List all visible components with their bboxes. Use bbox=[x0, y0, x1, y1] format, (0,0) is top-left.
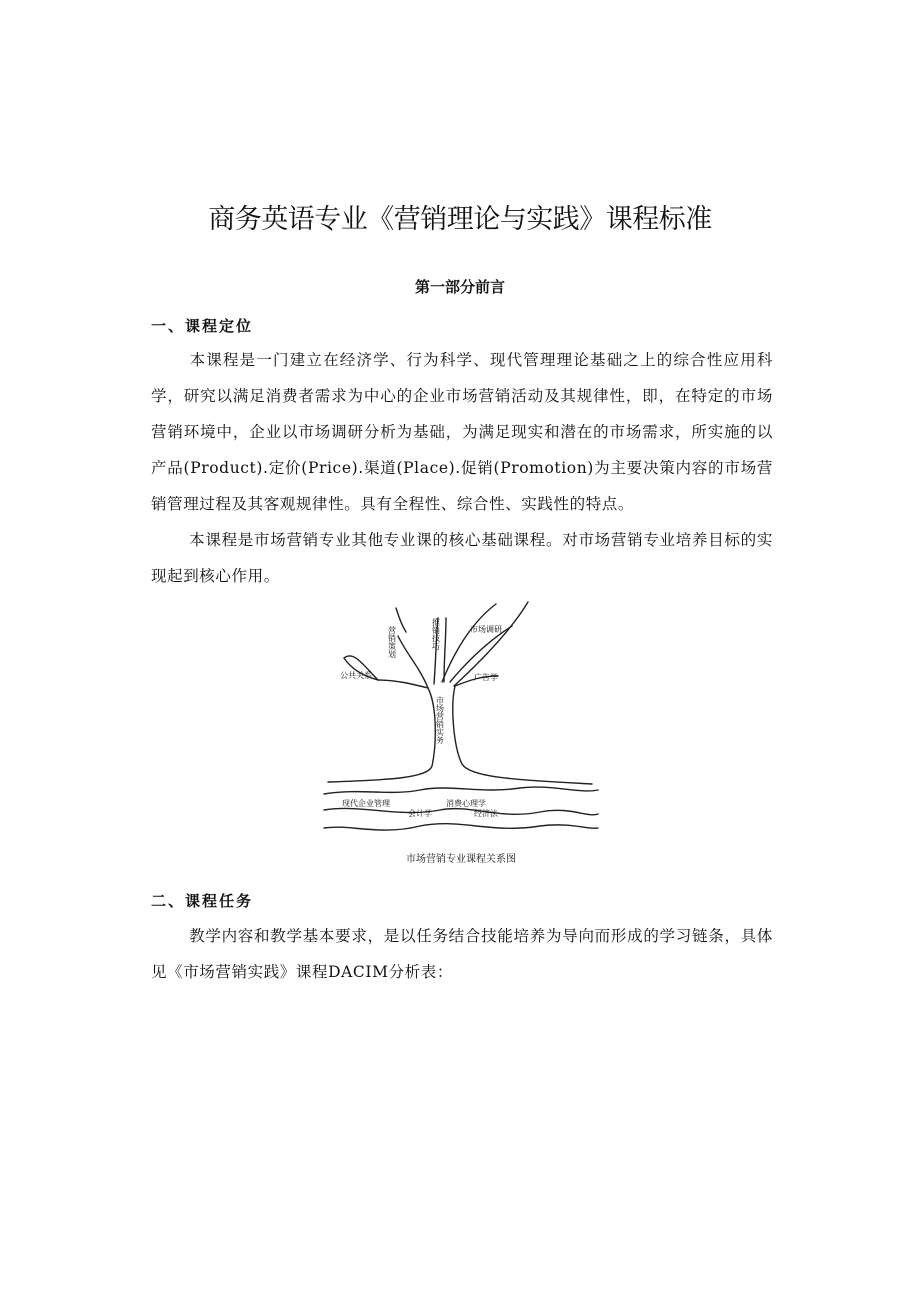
document-title: 商务英语专业《营销理论与实践》课程标准 bbox=[208, 204, 712, 235]
branch-label-planning: 营销策划 bbox=[387, 626, 397, 658]
root-label-accounting: 会计学 bbox=[408, 809, 432, 818]
root-line-3 bbox=[324, 824, 598, 830]
root-label-management: 现代企业管理 bbox=[342, 799, 390, 808]
paragraph-positioning-2 bbox=[151, 522, 773, 594]
tree-trunk-left bbox=[328, 688, 435, 782]
tree-trunk-right bbox=[453, 686, 592, 784]
branch-label-pr: 公共关系 bbox=[340, 671, 372, 680]
branch-label-ads: 广告学 bbox=[474, 673, 498, 682]
root-line-2 bbox=[324, 808, 598, 814]
branch-planning bbox=[398, 636, 428, 688]
paragraph-text: 教学内容和教学基本要求，是以任务结合技能培养为导向而形成的学习链条，具体见《市场营销实践》课程DACIM分析表： bbox=[151, 927, 773, 981]
branch-label-promotion: 推销技巧 bbox=[431, 618, 441, 650]
trunk-label: 市场营销实务 bbox=[435, 696, 445, 744]
paragraph-text: 本课程是一门建立在经济学、行为科学、现代管理理论基础之上的综合性应用科学，研究以满足消费者需求为中心的企业市场营销活动及其规律性，即，在特定的市场营销环境中，企业以市场调研分析为基础，为满足现实和潜在的市场需求，所实施的以产品(Product).定价(Price).渠道(Place).促销(Promotion)为主要决策内容的市场营销管理过程及其客观规律性。具有全程性、综合性、实践性的特点。 bbox=[151, 351, 773, 513]
paragraph-positioning-1 bbox=[151, 342, 773, 522]
paragraph-text: 本课程是市场营销专业其他专业课的核心基础课程。对市场营销专业培养目标的实现起到核心作用。 bbox=[151, 531, 773, 585]
root-label-law: 经济法 bbox=[474, 809, 498, 818]
root-line-1 bbox=[324, 787, 598, 794]
branch-pr bbox=[378, 680, 428, 688]
figure-caption: 市场营销专业课程关系图 bbox=[406, 854, 516, 865]
tree-diagram bbox=[320, 598, 602, 874]
branch-planning-2 bbox=[396, 608, 406, 632]
branch-label-research: 市场调研 bbox=[470, 625, 502, 634]
section-heading-tasks: 二、课程任务 bbox=[151, 892, 254, 910]
part-heading: 第一部分前言 bbox=[414, 278, 505, 296]
paragraph-tasks-1 bbox=[151, 918, 773, 990]
course-relationship-figure bbox=[320, 598, 602, 874]
root-label-psychology: 消费心理学 bbox=[446, 799, 486, 808]
section-heading-positioning: 一、课程定位 bbox=[151, 317, 254, 335]
